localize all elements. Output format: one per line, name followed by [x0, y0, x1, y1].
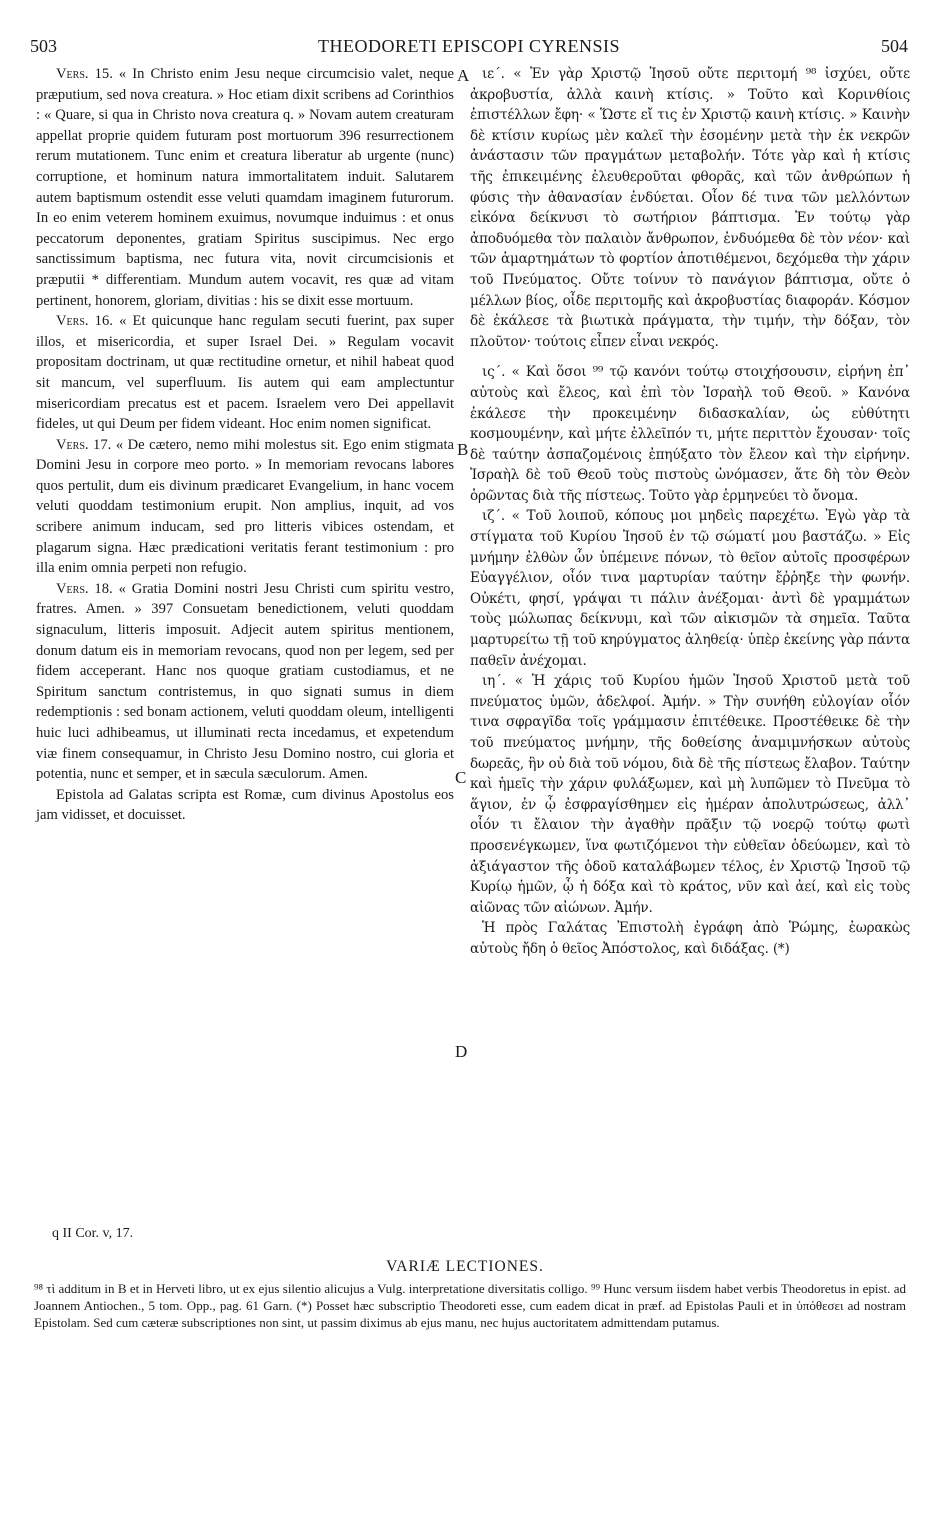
verse-label: Vers. 17. — [56, 436, 112, 453]
greek-paragraph-17: ιζ΄. « Τοῦ λοιποῦ, κόπους μοι μηδεὶς παρεχέτω. Ἐγὼ γὰρ τὰ στίγματα τοῦ Κυρίου Ἰησοῦ ἐν τῷ σώματί μου βαστάζω. » Εἰς μνήμην ἐλθὼν ὧν ὑπέμεινε πόνων, τὸ θεῖον αὐτοῖς προσφέρων Εὐαγγέλιον, οἷόν τινα μαρτυρίαν ταύτην ἔῤῥηξε τὴν φωνήν. Οὐκέτι, φησί, γράψαι τι πάλιν ἀνέξομαι· ἀντὶ δὲ γραμμάτων τοὺς μώλωπας δείκνυμι, καὶ τῶν αἰκισμῶν τὰ σημεῖα. Ταῦτα μαρτυρείτω τῇ τοῦ κηρύγματος ἀληθείᾳ· ὑπὲρ ἐκείνης γὰρ πάντα παθεῖν ἀνέχομαι. — [470, 508, 910, 669]
latin-paragraph-vers-16 — [36, 311, 454, 435]
verse-label: Vers. 18. — [56, 580, 113, 597]
latin-subscription: Epistola ad Galatas scripta est Romæ, cum divinus Apostolus eos jam vidisset, et docuisset. — [36, 786, 454, 824]
variae-lectiones-text: ⁹⁸ τὶ additum in B et in Herveti libro, ut ex ejus silentio alicujus a Vulg. interpretatione diversitatis colligo. ⁹⁹ Hunc versum iisdem habet verbis Theodoretus in epist. ad Joannem Antiochen., 5 tom. Opp., pag. 61 Garn. (*) Posset hæc subscriptio Theodoreti esse, cum eadem dicat in præf. ad Epistolas Pauli et in ὑπόθεσει ad nostram Epistolam. Sed cum cæteræ subscriptiones non sint, ut passim diximus ab ejus manu, nec hujus auctoritatem admittendam putamus. — [34, 1281, 906, 1330]
verse-label: Vers. 16. — [56, 313, 113, 330]
scripture-footnote: q II Cor. v, 17. — [52, 1226, 134, 1241]
latin-column — [36, 64, 454, 826]
margin-letter-b: B — [457, 440, 469, 459]
page-number-left: 503 — [30, 36, 57, 56]
page-title: THEODORETI EPISCOPI CYRENSIS — [317, 36, 621, 56]
latin-text: « De cætero, nemo mihi molestus sit. Ego enim stigmata Domini Jesu in corpore meo porto. » In memoriam revocans labores quos pertulit, dum eis divinum prædicaret Evangelium, in hanc vocem veluti quoddam testimonium erupit. Non amplius, inquit, ad vos scribere animum inducam, sed pro litteris vibices ostendam, et plagarum signa. Hæc prædicationi veritatis ferant testimonium : pro illa enim omnia perpeti non refugio. — [36, 436, 455, 577]
latin-text: « Et quicunque hanc regulam secuti fuerint, pax super illos, et misericordia, et super Israel Dei. » Regulam vocavit propositam doctrinam, ut quæ rectitudine ornetur, et nihil habeat quod sit mancum, vel superfluum. Iis autem qui eam amplectuntur misericordiam precatus est et pacem. Israelem vero Dei appellavit fideles, ut qui Deum per fidem videant. Hoc enim nomen significat. — [36, 313, 454, 433]
variae-lectiones-title: VARIÆ LECTIONES. — [386, 1258, 544, 1275]
page-number-right: 504 — [881, 36, 908, 56]
latin-paragraph-vers-18 — [36, 579, 454, 785]
margin-letter-d: D — [455, 1042, 468, 1061]
latin-text: « In Christo enim Jesu neque circumcisio valet, neque præputium, sed nova creatura. » Hoc etiam dixit scribens ad Corinthios : « Quare, si qua in Christo nova creatura q. » Novam autem creaturam appellat proprie quidem futuram post mortuorum 396 resurrectionem rerum mutationem. Tunc enim et creatura liberatur ab urgente (nunc) corruptione, et hominum natura immortalitatem induit. Salutarem autem baptismum ostendit esse veluti quamdam imaginem futurorum. In eo enim veterem hominem exuimus, novumque induimus : et onus peccatorum deponentes, gratiam Spiritus suscipimus. Nec ergo sanctissimum baptisma, nec futura vita, novit circumcisionis et præputii * differentiam. Mundum autem vocavit, res quæ ad vitam pertinent, honorem, gloriam, divitias : his se dixit esse mortuum. — [36, 66, 454, 309]
greek-subscription: Ἡ πρὸς Γαλάτας Ἐπιστολὴ ἐγράφη ἀπὸ Ῥώμης, ἑωρακὼς αὐτοὺς ἤδη ὁ θεῖος Ἀπόστολος, καὶ διδάξας. (*) — [470, 920, 910, 957]
greek-paragraph-16: ις΄. « Καὶ ὅσοι ⁹⁹ τῷ κανόνι τούτῳ στοιχήσουσιν, εἰρήνη ἐπ᾽ αὐτοὺς καὶ ἔλεος, καὶ ἐπὶ τὸν Ἰσραὴλ τοῦ Θεοῦ. » Κανόνα ἐκάλεσε τὴν προκειμένην διδασκαλίαν, ὡς εὐθύτητι κοσμουμένην, καὶ μήτε ἐλλεῖπόν τι, μήτε περιττὸν ἔχουσαν· τοῖς δὲ ταύτην ἀσπαζομένοις ἐπηύξατο τὸν ἔλεον καὶ τὴν εἰρήνην. Ἰσραὴλ δὲ τοῦ Θεοῦ τοὺς πιστοὺς ὠνόμασεν, ἅτε δὴ τὸν Θεὸν ὁρῶντας διὰ τῆς πίστεως. Τοῦτο γὰρ ἑρμηνεύει τὸ ὄνομα. — [470, 364, 910, 504]
latin-paragraph-vers-17 — [36, 435, 454, 579]
margin-letter-a: A — [457, 66, 470, 85]
latin-text: « Gratia Domini nostri Jesu Christi cum spiritu vestro, fratres. Amen. » 397 Consuetam benedictionem, veluti quoddam signaculum, litteris imposuit. Adjecit autem spiritus mentionem, donum datum eis in memoriam revocans, quod non per legem, sed per fidem acceperant. Hanc nos quoque gratiam custodiamus, et ne Spiritum sanctum contristemus, in quo signati sumus in diem redemptionis : sed bonam actionem, veluti quoddam oleum, intelligenti huic luci adhibeamus, ut illuminati recta incedamus, et expetendum viæ finem consequamur, in Christo Jesu Domino nostro, cui gloria et potentia, nunc et semper, et in sæcula sæculorum. Amen. — [36, 580, 454, 783]
greek-column — [470, 64, 910, 960]
verse-label: Vers. 15. — [56, 66, 113, 82]
margin-letter-c: C — [455, 768, 467, 787]
greek-paragraph-18: ιη΄. « Ἡ χάρις τοῦ Κυρίου ἡμῶν Ἰησοῦ Χριστοῦ μετὰ τοῦ πνεύματος ὑμῶν, ἀδελφοί. Ἀμήν. » Τὴν συνήθη εὐλογίαν οἷόν τινα σφραγῖδα τοῖς γράμμασιν ἐπιτέθεικε. Προστέθεικε δὲ τὴν τοῦ πνεύματος μνήμην, τῆς δοθείσης ἀναμιμνήσκων αὐτοὺς δωρεᾶς, ἣν οὐ διὰ τοῦ νόμου, διὰ δὲ τῆς πίστεως ἔλαβον. Ταύτην καὶ ἡμεῖς τὴν χάριν φυλάξωμεν, καὶ μὴ λυπῶμεν τὸ Πνεῦμα τὸ ἅγιον, ἐν ᾧ ἐσφραγίσθημεν εἰς ἡμέραν ἀπολυτρώσεως, ἀλλ᾽ οἷόν τι ἔλαιον τὴν ἀγαθὴν πρᾶξιν τῷ νοερῷ τούτῳ φωτὶ προσενέγκωμεν, ἵνα φωτιζόμενοι τὴν εὐθεῖαν ὁδεύωμεν, καὶ τὸ ἀξιάγαστον τῆς ὁδοῦ καταλάβωμεν τέλος, ἐν Χριστῷ Ἰησοῦ τῷ Κυρίῳ ἡμῶν, ᾧ ἡ δόξα καὶ τὸ κράτος, νῦν καὶ ἀεί, καὶ εἰς τοὺς αἰῶνας τῶν αἰώνων. Ἀμήν. — [470, 673, 910, 916]
latin-paragraph-vers-15 — [36, 64, 454, 311]
running-head — [30, 36, 908, 62]
greek-paragraph-15: ιε΄. « Ἐν γὰρ Χριστῷ Ἰησοῦ οὔτε περιτομή ⁹⁸ ἰσχύει, οὔτε ἀκροβυστία, ἀλλὰ καινὴ κτίσις. » Τοῦτο καὶ Κορινθίοις ἐπιστέλλων ἔφη· « Ὥστε εἴ τις ἐν Χριστῷ καινὴ κτίσις. » Καινὴν δὲ κτίσιν κυρίως μὲν καλεῖ τὴν ἐσομένην μετὰ τὴν ἐκ νεκρῶν ἀνάστασιν τῶν πραγμάτων μεταβολήν. Τότε γὰρ καὶ ἡ κτίσις τῆς ἐπικειμένης ἐλευθεροῦται φθορᾶς, καὶ τῶν ἀνθρώπων ἡ φύσις τὴν ἀθανασίαν ἐνδύεται. Οἷον δέ τινα τῶν μελλόντων εἰκόνα δείκνυσι τὸ σωτήριον βάπτισμα. Ἐν τούτῳ γὰρ ἀποδυόμεθα τὸν παλαιὸν ἄνθρωπον, ἐνδυόμεθα δὲ τὸν νέον· καὶ τῶν ἁμαρτημάτων τὸ φορτίον ἀποτιθέμενοι, δεχόμεθα τὴν χάριν τοῦ Πνεύματος. Οὔτε τοίνυν τὸ πανάγιον βάπτισμα, οὔτε ὁ μέλλων βίος, οἶδε περιτομῆς καὶ ἀκροβυστίας διαφοράν. Κόσμον δὲ ἐκάλεσε τὰ βιωτικὰ πράγματα, τὴν τιμήν, τὴν δόξαν, τὸν πλοῦτον· τούτοις εἶπεν εἶναι νεκρός. — [470, 66, 910, 350]
